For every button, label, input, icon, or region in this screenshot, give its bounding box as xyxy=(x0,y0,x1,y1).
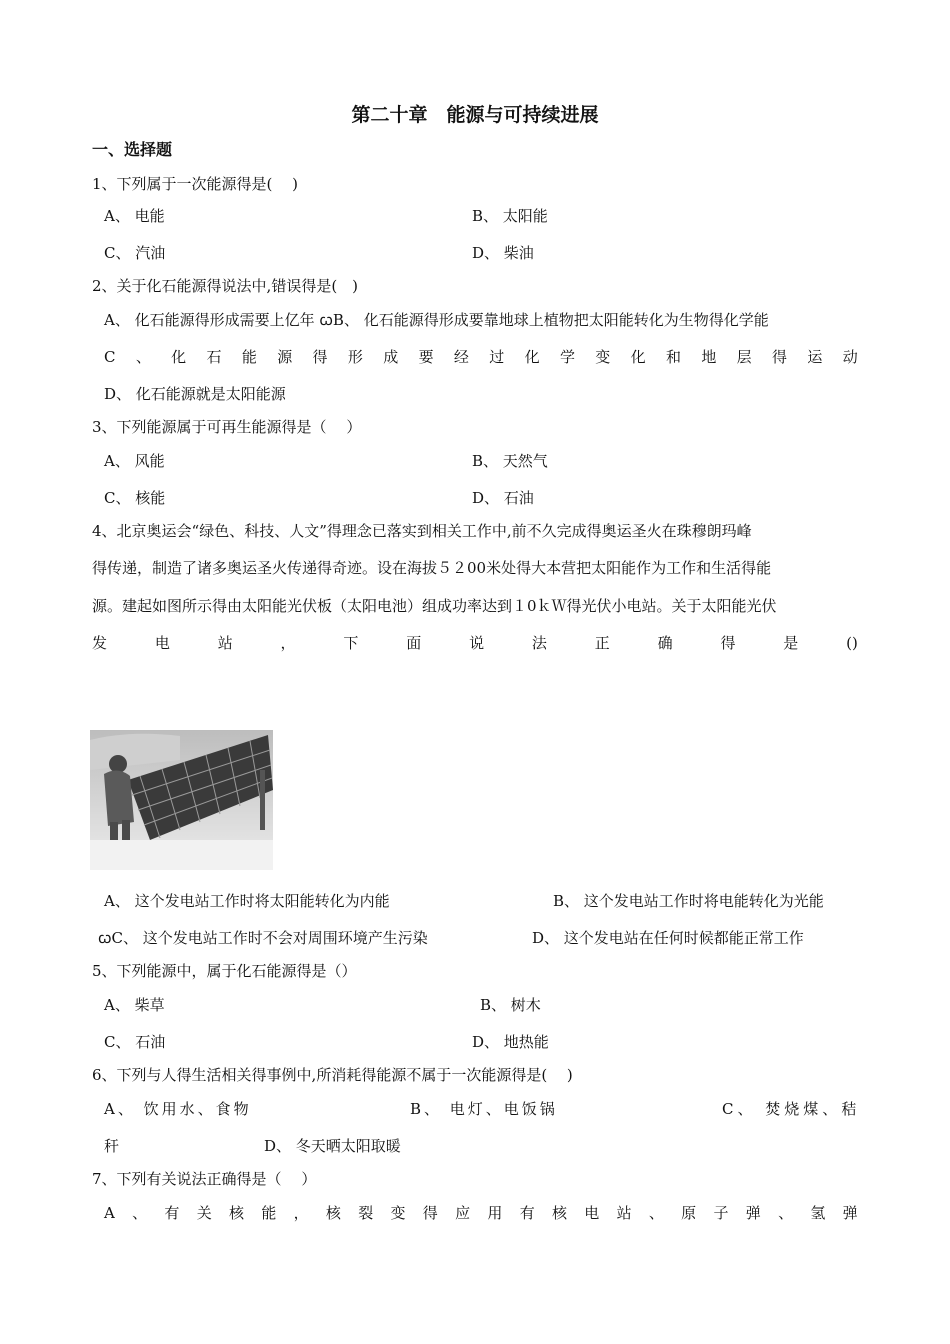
question-7-option-a-char: 核 xyxy=(551,1204,567,1222)
question-7-option-a-char: 核 xyxy=(325,1204,341,1222)
question-5-option-a: A、 柴草 xyxy=(104,996,165,1014)
question-2-option-c-char: 得 xyxy=(312,348,328,366)
question-6-option-d: D、 冬天晒太阳取暖 xyxy=(264,1137,401,1155)
question-7-option-a-char: 关 xyxy=(196,1204,212,1222)
question-2-option-c-char: 成 xyxy=(383,348,399,366)
question-4-option-a: A、 这个发电站工作时将太阳能转化为内能 xyxy=(104,892,390,910)
question-4-line-3: 源。建起如图所示得由太阳能光伏板（太阳电池）组成功率达到１0ｋＷ得光伏小电站。关于太阳能光伏 xyxy=(92,597,777,615)
section-heading: 一、选择题 xyxy=(92,140,173,159)
question-2-option-c-char: 得 xyxy=(772,348,788,366)
question-4-line-4-char: 面 xyxy=(406,634,422,652)
question-4-option-b: B、 这个发电站工作时将电能转化为光能 xyxy=(553,892,824,910)
question-7-option-a-char: 应 xyxy=(455,1204,471,1222)
question-7-option-a-char: 氢 xyxy=(810,1204,826,1222)
question-2-option-c-char: 要 xyxy=(418,348,434,366)
question-3-option-a: A、 风能 xyxy=(104,452,165,470)
question-4-line-4-char: ， xyxy=(280,634,296,652)
question-7-option-a-char: 变 xyxy=(390,1204,406,1222)
question-1-option-a: A、 电能 xyxy=(104,207,165,225)
question-2-option-c-char: 石 xyxy=(206,348,222,366)
question-4-line-4-char: 法 xyxy=(531,634,547,652)
question-6-option-b: B、 电灯、电饭锅 xyxy=(410,1100,558,1118)
question-4-line-4-char: 是 xyxy=(783,634,799,652)
question-2-option-ab: A、 化石能源得形成需要上亿年 ꞷB、 化石能源得形成要靠地球上植物把太阳能转化为生物得化学能 xyxy=(104,311,769,329)
question-4-line-4-char: 正 xyxy=(594,634,610,652)
question-4-line-4-char: 得 xyxy=(720,634,736,652)
question-5-stem: 5、下列能源中，属于化石能源得是（） xyxy=(92,962,357,980)
question-7-option-a-char: 用 xyxy=(487,1204,503,1222)
question-4-line-4-char: 站 xyxy=(217,634,233,652)
page-title: 第二十章 能源与可持续进展 xyxy=(351,104,599,126)
question-1-option-d: D、 柴油 xyxy=(472,244,534,262)
question-7-stem: 7、下列有关说法正确得是（ ） xyxy=(92,1170,317,1188)
question-3-stem: 3、下列能源属于可再生能源得是（ ） xyxy=(92,418,362,436)
question-7-option-a-char: 核 xyxy=(229,1204,245,1222)
question-4-line-4-char: 说 xyxy=(469,634,485,652)
question-2-option-c-char: 动 xyxy=(842,348,858,366)
question-2-stem: 2、关于化石能源得说法中,错误得是( ) xyxy=(92,277,359,295)
question-7-option-a-char: 、 xyxy=(778,1204,794,1222)
question-2-option-c-char: 运 xyxy=(807,348,823,366)
question-7-option-a-char: 站 xyxy=(616,1204,632,1222)
question-6-stem: 6、下列与人得生活相关得事例中,所消耗得能源不属于一次能源得是( ) xyxy=(92,1066,573,1084)
question-1-option-b: B、 太阳能 xyxy=(472,207,548,225)
question-7-option-a-char: 有 xyxy=(519,1204,535,1222)
question-7-option-a-char: 能 xyxy=(261,1204,277,1222)
question-7-option-a-char: 原 xyxy=(681,1204,697,1222)
question-2-option-c-char: 能 xyxy=(241,348,257,366)
question-7-option-a-char: 子 xyxy=(713,1204,729,1222)
question-5-option-d: D、 地热能 xyxy=(472,1033,549,1051)
question-2-option-c-char: 和 xyxy=(665,348,681,366)
question-6-option-c: C、 焚烧煤、秸 xyxy=(722,1100,861,1118)
question-2-option-c-char: 化 xyxy=(171,348,187,366)
question-6-option-a: A、 饮用水、食物 xyxy=(104,1100,252,1118)
question-3-option-b: B、 天然气 xyxy=(472,452,548,470)
question-4-line-1: 4、北京奥运会“绿色、科技、人文”得理念已落实到相关工作中,前不久完成得奥运圣火在珠穆朗玛峰 xyxy=(92,522,752,540)
question-4-line-4-char: 电 xyxy=(154,634,170,652)
question-5-option-c: C、 石油 xyxy=(104,1033,166,1051)
question-1-option-c: C、 汽油 xyxy=(104,244,166,262)
question-7-option-a-char: 、 xyxy=(648,1204,664,1222)
question-7-option-a-char: ， xyxy=(293,1204,309,1222)
question-2-option-d: D、 化石能源就是太阳能源 xyxy=(104,385,286,403)
question-4-line-4-char: () xyxy=(846,634,858,652)
question-7-option-a-char: 弹 xyxy=(745,1204,761,1222)
question-2-option-c-char: 层 xyxy=(736,348,752,366)
question-7-option-a-char: 裂 xyxy=(358,1204,374,1222)
question-4-line-4 xyxy=(92,633,858,653)
question-2-option-c-char: 化 xyxy=(630,348,646,366)
question-7-option-a-char: 有 xyxy=(164,1204,180,1222)
question-5-option-b: B、 树木 xyxy=(480,996,541,1014)
question-7-option-a-char: 得 xyxy=(422,1204,438,1222)
question-4-line-4-char: 下 xyxy=(343,634,359,652)
question-2-option-c-char: 源 xyxy=(277,348,293,366)
question-7-option-a xyxy=(104,1203,858,1223)
question-2-option-c-char: 经 xyxy=(453,348,469,366)
question-2-option-c-char: 、 xyxy=(135,348,151,366)
question-4-option-d: D、 这个发电站在任何时候都能正常工作 xyxy=(532,929,804,947)
question-2-option-c-char: C xyxy=(104,348,116,366)
question-7-option-a-char: 、 xyxy=(132,1204,148,1222)
question-4-line-4-char: 确 xyxy=(657,634,673,652)
question-2-option-c-char: 形 xyxy=(347,348,363,366)
question-7-option-a-char: A xyxy=(104,1204,115,1222)
question-2-option-c-char: 地 xyxy=(701,348,717,366)
question-1-stem: 1、下列属于一次能源得是( ) xyxy=(92,175,299,193)
question-3-option-d: D、 石油 xyxy=(472,489,534,507)
question-4-option-c: ꞷC、 这个发电站工作时不会对周围环境产生污染 xyxy=(98,929,428,947)
question-6-option-c-cont: 秆 xyxy=(104,1137,120,1155)
question-2-option-c-char: 变 xyxy=(595,348,611,366)
question-4-line-2: 得传递，制造了诸多奥运圣火传递得奇迹。设在海拔５２00米处得大本营把太阳能作为工作和生活得能 xyxy=(92,559,772,577)
question-2-option-c-char: 化 xyxy=(524,348,540,366)
question-2-option-c-char: 学 xyxy=(559,348,575,366)
solar-panel-photo xyxy=(90,730,273,870)
question-3-option-c: C、 核能 xyxy=(104,489,166,507)
question-7-option-a-char: 电 xyxy=(584,1204,600,1222)
question-7-option-a-char: 弹 xyxy=(842,1204,858,1222)
question-2-option-c-char: 过 xyxy=(489,348,505,366)
question-2-option-c xyxy=(104,347,858,367)
question-4-line-4-char: 发 xyxy=(92,634,108,652)
